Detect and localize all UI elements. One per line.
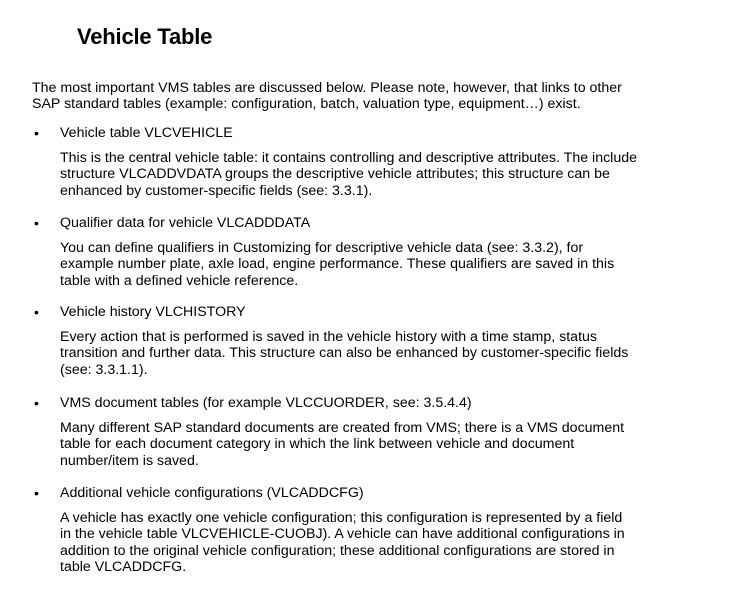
body-line: structure VLCADDVDATA groups the descriptive vehicle attributes; this structure can be bbox=[60, 166, 610, 183]
body-line: This is the central vehicle table: it contains controlling and descriptive attributes. The include bbox=[60, 150, 638, 166]
intro-paragraph bbox=[32, 80, 622, 113]
list-item-heading: Qualifier data for vehicle VLCADDDATA bbox=[60, 215, 311, 231]
list-item-body bbox=[60, 240, 614, 289]
list-item-heading: VMS document tables (for example VLCCUORDER, see: 3.5.4.4) bbox=[60, 395, 472, 411]
body-line: table with a defined vehicle reference. bbox=[60, 272, 299, 289]
list-item-heading: Vehicle history VLCHISTORY bbox=[60, 304, 246, 320]
bullet-icon: • bbox=[34, 485, 39, 501]
body-line: example number plate, axle load, engine performance. These qualifiers are saved in this bbox=[60, 256, 615, 273]
body-line: number/item is saved. bbox=[60, 452, 199, 469]
body-line: Many different SAP standard documents are created from VMS; there is a VMS document bbox=[60, 420, 625, 436]
list-item-body bbox=[60, 510, 625, 576]
bullet-icon: • bbox=[34, 125, 39, 141]
body-line: table VLCADDCFG. bbox=[60, 559, 187, 576]
body-line: Every action that is performed is saved in the vehicle history with a time stamp, status bbox=[60, 329, 597, 345]
body-line: addition to the original vehicle configuration; these additional configurations are stored in bbox=[60, 542, 615, 559]
body-line: You can define qualifiers in Customizing for descriptive vehicle data (see: 3.3.2), for bbox=[60, 240, 584, 256]
list-item-heading: Vehicle table VLCVEHICLE bbox=[60, 125, 233, 141]
page-title: Vehicle Table bbox=[77, 24, 213, 49]
list-item-heading: Additional vehicle configurations (VLCADDCFG) bbox=[60, 485, 364, 501]
intro-line: The most important VMS tables are discussed below. Please note, however, that links to other bbox=[32, 80, 622, 96]
body-line: in the vehicle table VLCVEHICLE-CUOBJ). A vehicle can have additional configurations in bbox=[60, 526, 625, 543]
bullet-icon: • bbox=[34, 395, 39, 411]
bullet-icon: • bbox=[34, 215, 39, 231]
body-line: enhanced by customer-specific fields (see: 3.3.1). bbox=[60, 182, 373, 199]
bullet-icon: • bbox=[34, 304, 39, 320]
body-line: table for each document category in which the link between vehicle and document bbox=[60, 436, 575, 453]
intro-line: SAP standard tables (example: configuration, batch, valuation type, equipment…) exist. bbox=[32, 96, 581, 113]
body-line: (see: 3.3.1.1). bbox=[60, 361, 148, 378]
body-line: transition and further data. This structure can also be enhanced by customer-specific fields bbox=[60, 345, 629, 362]
list-item-body bbox=[60, 420, 624, 469]
list-item-body bbox=[60, 329, 628, 378]
body-line: A vehicle has exactly one vehicle configuration; this configuration is represented by a field bbox=[60, 510, 623, 526]
list-item-body bbox=[60, 150, 637, 199]
